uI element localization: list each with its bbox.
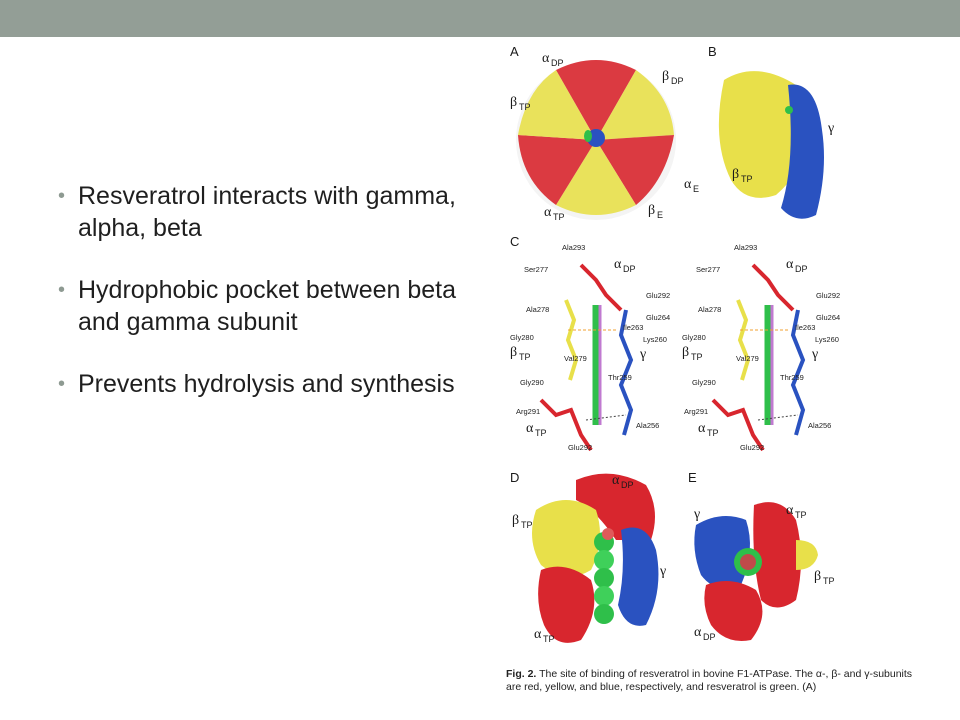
label-beta: β (662, 69, 670, 84)
residue-label: Lys260 (815, 335, 839, 344)
residue-label: Ala293 (562, 243, 586, 252)
residue-label: Val279 (736, 354, 759, 363)
label-dp: DP (671, 76, 684, 86)
label-tp: TP (535, 428, 547, 438)
label-tp: TP (795, 510, 807, 520)
label-beta: β (512, 513, 520, 528)
label-tp: TP (553, 212, 565, 222)
label-beta: β (682, 345, 690, 360)
residue-label: Ala293 (734, 243, 758, 252)
residue-label: Glu292 (646, 291, 671, 300)
panel-c-right (682, 243, 840, 452)
alpha-tp-surface (538, 567, 594, 643)
beta-tp-surface (532, 500, 600, 576)
panel-a-letter: A (510, 44, 519, 59)
beta-sticks (566, 300, 576, 380)
label-tp: TP (521, 520, 533, 530)
label-alpha: α (786, 257, 794, 272)
bullet-text: Prevents hydrolysis and synthesis (78, 370, 455, 398)
caption-label: Fig. 2. (506, 668, 537, 680)
label-tp: TP (741, 174, 753, 184)
residue-label: Ile263 (623, 323, 644, 332)
label-alpha: α (698, 421, 706, 436)
residue-label: Gly290 (692, 378, 716, 387)
residue-label: Ser277 (524, 265, 549, 274)
panel-a (510, 44, 699, 222)
residue-label: Ala256 (808, 421, 832, 430)
hbond (586, 415, 626, 420)
label-beta: β (814, 569, 822, 584)
label-beta: β (648, 203, 656, 218)
label-alpha: α (694, 625, 702, 640)
beta-tp-surface (796, 540, 818, 570)
residue-label: Thr259 (608, 373, 632, 382)
label-alpha: α (542, 51, 550, 66)
label-beta: β (510, 95, 518, 110)
label-gamma: γ (828, 121, 835, 136)
bullet-item (58, 368, 458, 400)
figure-caption (506, 668, 916, 694)
bullet-item (58, 180, 458, 244)
bullet-item (58, 274, 458, 338)
oxygen-sphere (740, 554, 756, 570)
alpha-tp-surface (753, 502, 801, 607)
resveratrol-sphere (594, 568, 614, 588)
residue-label: Ala256 (636, 421, 660, 430)
label-gamma: γ (812, 347, 819, 362)
residue-label: Arg291 (684, 407, 709, 416)
label-gamma: γ (694, 507, 701, 522)
gamma-surface (618, 528, 658, 626)
residue-label: Ala278 (526, 305, 550, 314)
bullet-text: Hydrophobic pocket between beta and gamma subunit (78, 276, 457, 336)
resveratrol-sphere (594, 604, 614, 624)
residue-label: Gly290 (520, 378, 544, 387)
bullet-dot-icon: • (58, 185, 66, 207)
resveratrol-dot (584, 130, 592, 142)
residue-label: Glu292 (568, 443, 593, 452)
label-tp: TP (823, 576, 835, 586)
panel-c-left (510, 234, 670, 452)
label-alpha: α (684, 177, 692, 192)
resveratrol-binding-figure (496, 40, 920, 700)
residue-label: Gly280 (510, 333, 534, 342)
residue-label: Ser277 (696, 265, 721, 274)
panel-e (688, 470, 835, 642)
resveratrol-sphere (594, 550, 614, 570)
label-tp: TP (543, 634, 555, 644)
residue-label: Lys260 (643, 335, 667, 344)
bullet-list (58, 180, 458, 430)
residue-label: Ile263 (795, 323, 816, 332)
label-alpha: α (614, 257, 622, 272)
label-dp: DP (551, 58, 564, 68)
beta-sticks (738, 300, 748, 380)
label-alpha: α (526, 421, 534, 436)
label-alpha: α (786, 503, 794, 518)
residue-label: Thr259 (780, 373, 804, 382)
hbond (758, 415, 798, 420)
residue-label: Glu264 (646, 313, 671, 322)
residue-label: Arg291 (516, 407, 541, 416)
label-beta: β (510, 345, 518, 360)
residue-label: Glu292 (816, 291, 841, 300)
label-tp: TP (519, 102, 531, 112)
panel-b (708, 44, 834, 219)
residue-label: Glu292 (740, 443, 765, 452)
resveratrol-sphere (594, 586, 614, 606)
panel-d-letter: D (510, 470, 520, 485)
residue-label: Glu264 (816, 313, 841, 322)
label-alpha: α (534, 627, 542, 642)
panel-c-letter: C (510, 234, 520, 249)
label-e: E (657, 210, 664, 220)
panel-d (510, 470, 666, 644)
bullet-dot-icon: • (58, 279, 66, 301)
label-beta: β (732, 167, 740, 182)
header-bar (0, 0, 960, 37)
label-gamma: γ (640, 347, 647, 362)
label-dp: DP (795, 264, 808, 274)
label-alpha: α (544, 205, 552, 220)
label-gamma: γ (660, 564, 667, 579)
caption-text: The site of binding of resveratrol in bovine F1-ATPase. The α-, β- and γ-subunits are red, yellow, and blue, respectively, and resveratrol is green. (A) (506, 668, 913, 693)
resveratrol-dot (785, 106, 793, 114)
panel-e-letter: E (688, 470, 697, 485)
bullet-text: Resveratrol interacts with gamma, alpha, beta (78, 182, 456, 242)
label-tp: TP (707, 428, 719, 438)
residue-label: Gly280 (682, 333, 706, 342)
label-dp: DP (703, 632, 716, 642)
label-dp: DP (623, 264, 636, 274)
bullet-dot-icon: • (58, 373, 66, 395)
label-alpha: α (612, 473, 620, 488)
panel-b-letter: B (708, 44, 717, 59)
residue-label: Ala278 (698, 305, 722, 314)
oxygen-sphere (602, 528, 614, 540)
label-tp: TP (519, 352, 531, 362)
label-tp: TP (691, 352, 703, 362)
label-dp: DP (621, 480, 634, 490)
residue-label: Val279 (564, 354, 587, 363)
label-e: E (693, 184, 700, 194)
